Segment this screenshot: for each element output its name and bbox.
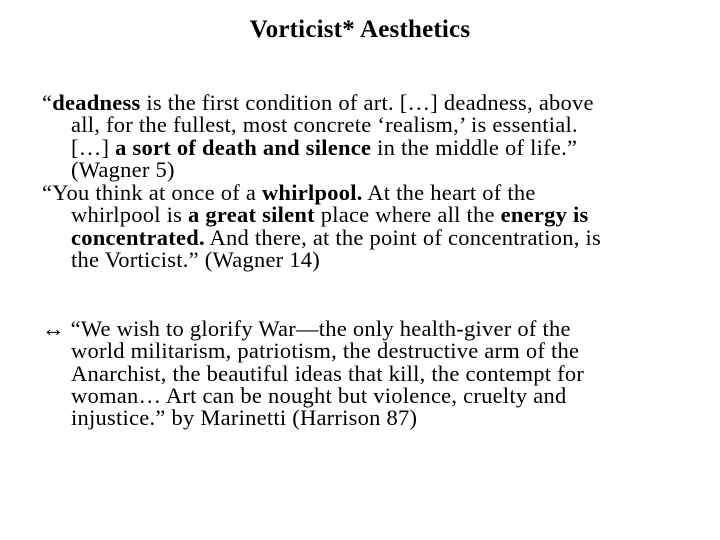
bold-text-segment: concentrated. (71, 224, 205, 250)
text-line (42, 246, 712, 272)
text-line (42, 382, 712, 408)
text-line (42, 204, 712, 226)
text-line (42, 92, 712, 114)
text-segment: “You think at once of a (42, 180, 262, 205)
text-segment: the Vorticist.” (Wagner 14) (71, 246, 321, 272)
text-segment: all, for the fullest, most concrete ‘realism,’ is essential. (71, 112, 578, 138)
quote-wagner-deadness (42, 92, 712, 181)
text-line (42, 318, 712, 340)
text-segment: is the first condition of art. […] deadness, above (140, 90, 594, 115)
text-line (42, 360, 712, 386)
text-segment: (Wagner 5) (71, 156, 175, 182)
bold-text-segment: a sort of death and silence (115, 134, 372, 160)
text-segment: in the middle of life.” (371, 134, 578, 160)
text-line (42, 224, 712, 250)
text-segment: And there, at the point of concentration, is (204, 224, 601, 250)
text-line (42, 340, 712, 362)
text-segment: “We wish to glorify War—the only health-giver of the (70, 316, 571, 341)
quote-wagner-whirlpool (42, 182, 712, 271)
text-line (42, 407, 712, 429)
text-segment: At the heart of the (362, 180, 536, 205)
text-line (42, 134, 712, 160)
text-segment: injustice.” by Marinetti (Harrison 87) (71, 405, 418, 431)
arrow-bullet-icon: ↔ (42, 316, 71, 341)
bold-text-segment: a great silent (188, 202, 315, 228)
quote-marinetti (42, 318, 712, 429)
bold-text-segment: energy is (500, 202, 589, 228)
text-segment: […] (71, 134, 116, 160)
text-segment: world militarism, patriotism, the destructive arm of the (71, 338, 580, 364)
text-segment: Anarchist, the beautiful ideas that kill, the contempt for (71, 360, 585, 386)
text-segment: place where all the (314, 202, 501, 228)
text-segment: woman… Art can be nought but violence, cruelty and (71, 382, 567, 408)
text-line (42, 114, 712, 136)
bold-text-segment: whirlpool. (261, 180, 363, 205)
text-segment: whirlpool is (71, 202, 189, 228)
text-line (42, 156, 712, 182)
text-line (42, 182, 712, 204)
slide-title: Vorticist* Aesthetics (249, 16, 471, 43)
text-segment: “ (42, 90, 53, 115)
bold-text-segment: deadness (52, 90, 141, 115)
